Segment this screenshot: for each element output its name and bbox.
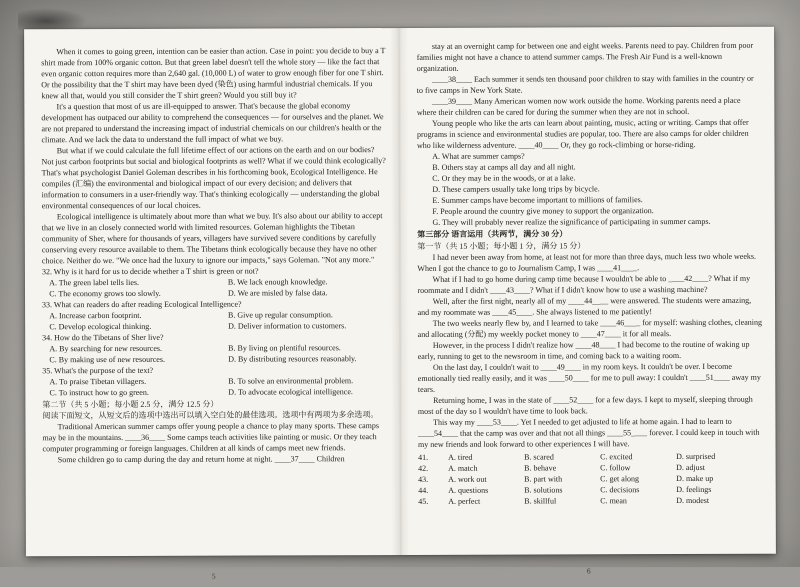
page-number-right: 6	[586, 566, 591, 576]
cloze-option-a: A. match	[448, 463, 478, 473]
cloze-option-b: B. part with	[524, 474, 563, 484]
exam-paper-spread	[24, 27, 776, 581]
passage-paragraph: stay at an overnight camp for between one and eight weeks. Parents need to pay. Children from poor families might not have a chance to attend summer camps. The Fresh Air Fund is a well-known organization.	[416, 40, 754, 73]
passage-paragraph: I had never been away from home, at least not for more than three days, much less two whole weeks. When I got the chance to go to Journalism Camp, I was ____41____.	[417, 251, 757, 273]
answer-option: A. To praise Tibetan villagers.	[49, 376, 147, 387]
multiple-choice-question	[42, 331, 387, 365]
question-stem: 35. What's the purpose of the text?	[42, 365, 154, 376]
answer-option: C. Develop ecological thinking.	[49, 321, 152, 332]
passage-paragraph: It's a question that most of us are ill-equipped to answer. That's because the global economy development has outpaced our ability to comprehend the consequences — for ourselves and the planet. We are not prepared to understand the increasing impact of industrial chemicals on our children's health or the climate. And we lack the data to understand the full impact of what we buy.	[41, 101, 384, 145]
camp-passage-continued	[417, 40, 762, 151]
cloze-option-a: A. tired	[448, 452, 473, 462]
answer-option: C. To instruct how to go green.	[49, 387, 149, 398]
passage-paragraph: This way my ____53____. Yet I needed to get adjusted to life at home again. I had to learn to ____54____ that the camp was over and that not all things ____55____ forever. I could keep in touch with my new friends and look forward to other experiences I will have.	[417, 416, 760, 449]
passage-paragraph: Traditional American summer camps offer young people a chance to play many sports. These camps may be in the mountains. ____36____ Some camps teach activities like painting or music. Or they teach computer programming or foreign languages. Children at all kinds of camps meet new friends.	[42, 421, 379, 454]
lettered-option: A. What are summer camps?	[432, 151, 525, 161]
answer-option: D. To advocate ecological intelligence.	[228, 387, 353, 397]
cloze-option-c: C. get along	[600, 474, 640, 484]
cloze-option-d: D. modest	[676, 495, 710, 506]
passage-paragraph: The two weeks nearly flew by, and I learned to take ____46____ for myself: washing clothes, cleaning and allocating (分配) my weekly pocket money to ____47____ it for all meals.	[417, 317, 762, 339]
answer-option: B. To solve an environmental problem.	[228, 376, 354, 386]
camp-passage-start	[42, 420, 387, 465]
lettered-option: E. Summer camps have become important to millions of families.	[432, 195, 643, 205]
question-options	[42, 276, 387, 299]
answer-option: B. Give up regular consumption.	[228, 310, 333, 320]
exam-page-left	[24, 28, 401, 587]
passage-paragraph: Returning home, I was in the state of ____52____ for a few days. I kept to myself, sleeping through most of the day so I wouldn't have time to look back.	[417, 394, 753, 416]
question-stem: 32. Why is it hard for us to decide whether a T shirt is green or not?	[41, 266, 259, 277]
multiple-choice-question	[42, 298, 387, 332]
passage-paragraph: When it comes to going green, intention can be easier than action. Case in point: you decide to buy a T shirt made from 100% organic cotton. But that green label doesn't tell the whole story — like the fact that even organic cotton requires more than 2,640 gal. (10,000 L) of water to grow enough fiber for one T shirt. Or the possibility that the T shirt may have been dyed (染色) using harmful industrial chemicals. If you knew all that, would you still consider the T shirt green? Would you still buy it?	[41, 46, 386, 101]
cloze-passage	[417, 251, 762, 450]
lettered-option: C. Or they may be in the woods, or at a lake.	[432, 173, 576, 183]
cloze-option-d: D. feelings	[676, 484, 712, 495]
cloze-option-a: A. perfect	[448, 496, 481, 506]
reading-passage	[41, 45, 386, 266]
cloze-option-b: B. behave	[524, 463, 557, 473]
answer-option: D. Deliver information to customers.	[228, 321, 347, 331]
cloze-option-d: D. adjust	[676, 462, 706, 473]
page-number-left: 5	[211, 571, 216, 581]
answer-option: C. The economy grows too slowly.	[49, 288, 161, 299]
cloze-option-d: D. surprised	[676, 451, 716, 462]
answer-option: B. By living on plentiful resources.	[228, 343, 341, 353]
question-options	[42, 309, 387, 332]
question-options	[42, 375, 387, 398]
passage-paragraph: ____39____ Many American women now work outside the home. Working parents need a place where their children can be cared for during the summer when they are not in school.	[416, 95, 741, 117]
cloze-option-a: A. work out	[448, 474, 487, 484]
passage-paragraph: However, in the process I didn't realize how ____48____ I had become to the routine of waking up early, running to get to the newsroom in time, and coming back to a waiting room.	[417, 339, 750, 361]
passage-paragraph: Young people who like the arts can learn about painting, music, acting or writing. Camps that offer programs in science and environmental studies are popular, too. There are also camps for older children who like wilderness adventure. ____40____ Or, they go rock-climbing or horse-riding.	[416, 117, 749, 150]
answer-option: A. The green label tells lies.	[49, 277, 139, 288]
section-2-instruction: 阅读下面短文，从短文后的选项中选出可以填入空白处的最佳选项。选项中有两项为多余选项。	[42, 410, 379, 421]
cloze-options-table	[418, 451, 763, 507]
section-2-heading: 第二节（共 5 小题；每小题 2.5 分，满分 12.5 分）	[42, 399, 219, 410]
lettered-option: D. These campers usually take long trips by bicycle.	[432, 184, 600, 194]
answer-option: D. We are misled by false data.	[227, 288, 328, 298]
cloze-option-c: C. excited	[600, 452, 633, 462]
passage-paragraph: Well, after the first night, nearly all of my ____44____ were answered. The students were amazing, and my roommate was ____45____. She always listened to me patiently!	[417, 295, 752, 317]
cloze-question-number: 41.	[418, 452, 429, 462]
lettered-option: G. They will probably never realize the significance of participating in summer camps.	[432, 216, 711, 227]
lettered-option: F. People around the country give money to support the organization.	[432, 206, 654, 216]
cloze-option-b: B. skillful	[524, 496, 557, 506]
lettered-option: B. Others stay at camps all day and all night.	[432, 162, 576, 172]
cloze-option-a: A. questions	[448, 485, 489, 495]
cloze-question-row	[418, 495, 763, 507]
gap-fill-lettered-options	[417, 150, 762, 228]
multiple-choice-question	[42, 364, 387, 398]
cloze-option-c: C. mean	[600, 496, 627, 506]
cloze-option-c: C. decisions	[600, 485, 640, 495]
passage-paragraph: What if I had to go home during camp time because I wouldn't be able to ____42____? What if my roommate and I didn't ____43____? What if I didn't know how to use a washing machine?	[417, 273, 751, 295]
passage-paragraph: But what if we could calculate the full lifetime effect of our actions on the earth and on our bodies? Not just carbon footprints but social and biological footprints as well? What if we could think ecologically? That's what psychologist Daniel Goleman describes in his forthcoming book, Ecological Intelligence. He compiles (汇编) the environmental and biological impact of our every decision; and delivers that information to consumers in a user-friendly way. That's thinking ecologically — understanding the global environmental consequences of our local choices.	[41, 145, 386, 211]
cloze-question-number: 44.	[418, 485, 429, 495]
multiple-choice-question	[42, 265, 387, 299]
answer-option: D. By distributing resources reasonably.	[228, 354, 357, 364]
answer-option: A. By searching for new resources.	[49, 343, 163, 354]
passage-paragraph: Some children go to camp during the day and return home at night. ____37____ Children	[57, 454, 345, 465]
answer-option: B. We lack enough knowledge.	[227, 277, 328, 287]
cloze-question-number: 43.	[418, 474, 429, 484]
cloze-option-d: D. make up	[676, 473, 714, 484]
passage-paragraph: On the last day, I couldn't wait to ____49____ in my room keys. It couldn't be over. I become emotionally tied really easily, and it was ____50____ for me to pull away: I couldn't ____51____ away my tears.	[417, 361, 761, 394]
passage-paragraph: ____38____ Each summer it sends ten thousand poor children to stay with families in the country or to five camps in New York State.	[416, 73, 754, 95]
question-stem: 33. What can readers do after reading Ecological Intelligence?	[42, 299, 242, 310]
question-stem: 34. How do the Tibetans of Sher live?	[42, 332, 164, 343]
cloze-option-b: B. solutions	[524, 485, 563, 495]
answer-option: A. Increase carbon footprint.	[49, 310, 142, 321]
exam-page-right	[400, 27, 776, 582]
part-3-heading: 第三部分 语言运用（共两节，满分 30 分）	[417, 229, 568, 239]
reading-comprehension-questions	[42, 265, 387, 398]
passage-paragraph: Ecological intelligence is ultimately about more than what we buy. It's also about our ability to accept that we live in an closely connected world with limited resources. Goleman highlights the Tibetan community of Sher, where for thousands of years, villagers have survived severe conditions by carefully conserving every resource available to them. The Tibetans think ecologically because they have no other choice. Neither do we. "We once had the luxury to ignore our impacts," says Goleman. "Not any more."	[41, 211, 383, 266]
cloze-option-c: C. follow	[600, 463, 631, 473]
cloze-option-b: B. scared	[524, 452, 554, 462]
section-1-heading: 第一节（共 15 小题；每小题 1 分，满分 15 分）	[417, 241, 586, 251]
cloze-question-number: 45.	[418, 496, 429, 506]
cloze-question-number: 42.	[418, 463, 429, 473]
answer-option: C. By making use of new resources.	[49, 354, 165, 365]
question-options	[42, 342, 387, 365]
